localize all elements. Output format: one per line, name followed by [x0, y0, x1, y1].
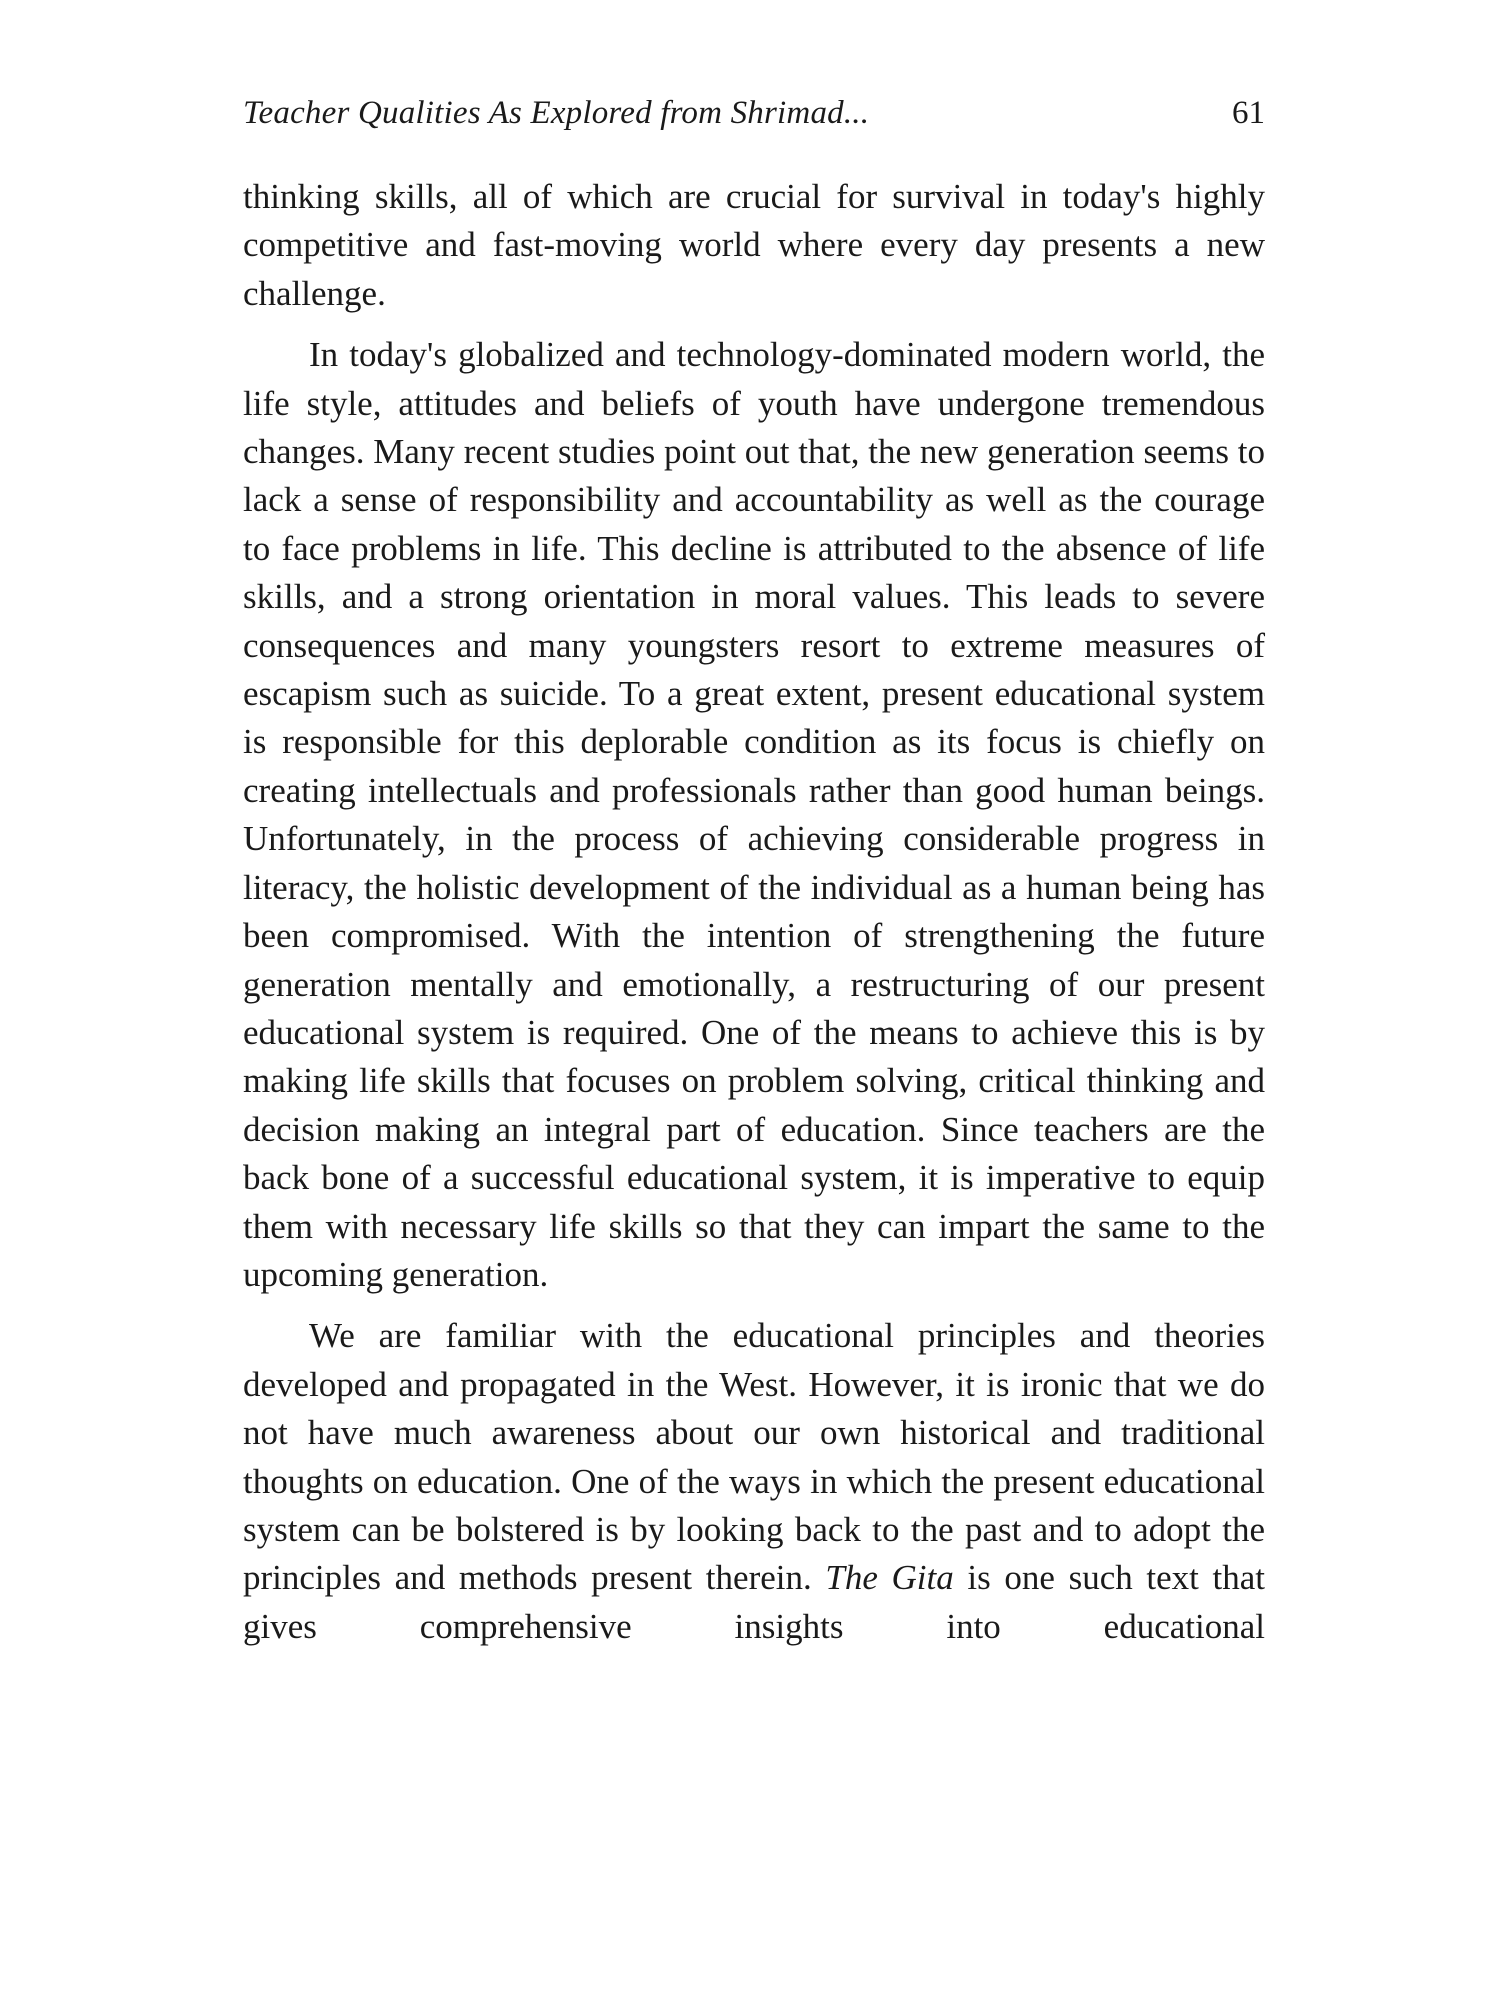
- page-number: 61: [1232, 95, 1265, 131]
- body-text: [243, 173, 1265, 1651]
- paragraph-text-continued: is one such text that gives comprehensive insights into educational: [243, 1558, 1266, 1646]
- running-title: Teacher Qualities As Explored from Shrimad...: [243, 95, 870, 131]
- paragraph-educational-principles: [243, 1312, 1265, 1651]
- paragraph-continued: thinking skills, all of which are crucial for survival in today's highly competitive and fast-moving world where every day presents a new challenge.: [243, 177, 1265, 313]
- running-header: [243, 95, 1265, 145]
- book-page: [243, 95, 1265, 1664]
- paragraph-youth-changes: In today's globalized and technology-dominated modern world, the life style, attitudes and beliefs of youth have undergone tremendous changes. Many recent studies point out that, the new generation seems to lack a sense of responsibility and accountability as well as the courage to face problems in life. This decline is attributed to the absence of life skills, and a strong orientation in moral values. This leads to severe consequences and many youngsters resort to extreme measures of escapism such as suicide. To a great extent, present educational system is responsible for this deplorable condition as its focus is chiefly on creating intellectuals and professionals rather than good human beings. Unfortunately, in the process of achieving considerable progress in literacy, the holistic development of the individual as a human being has been compromised. With the intention of strengthening the future generation mentally and emotionally, a restructuring of our present educational system is required. One of the means to achieve this is by making life skills that focuses on problem solving, critical thinking and decision making an integral part of education. Since teachers are the back bone of a successful educational system, it is imperative to equip them with necessary life skills so that they can impart the same to the upcoming generation.: [243, 335, 1265, 1294]
- paragraph-text: We are familiar with the educational principles and theories developed and propagated in the West. However, it is ironic that we do not have much awareness about our own historical and traditional thoughts on education. One of the ways in which the present educational system can be bolstered is by looking back to the past and to adopt the principles and methods present therein.: [243, 1316, 1265, 1598]
- book-title-gita: The Gita: [825, 1558, 954, 1598]
